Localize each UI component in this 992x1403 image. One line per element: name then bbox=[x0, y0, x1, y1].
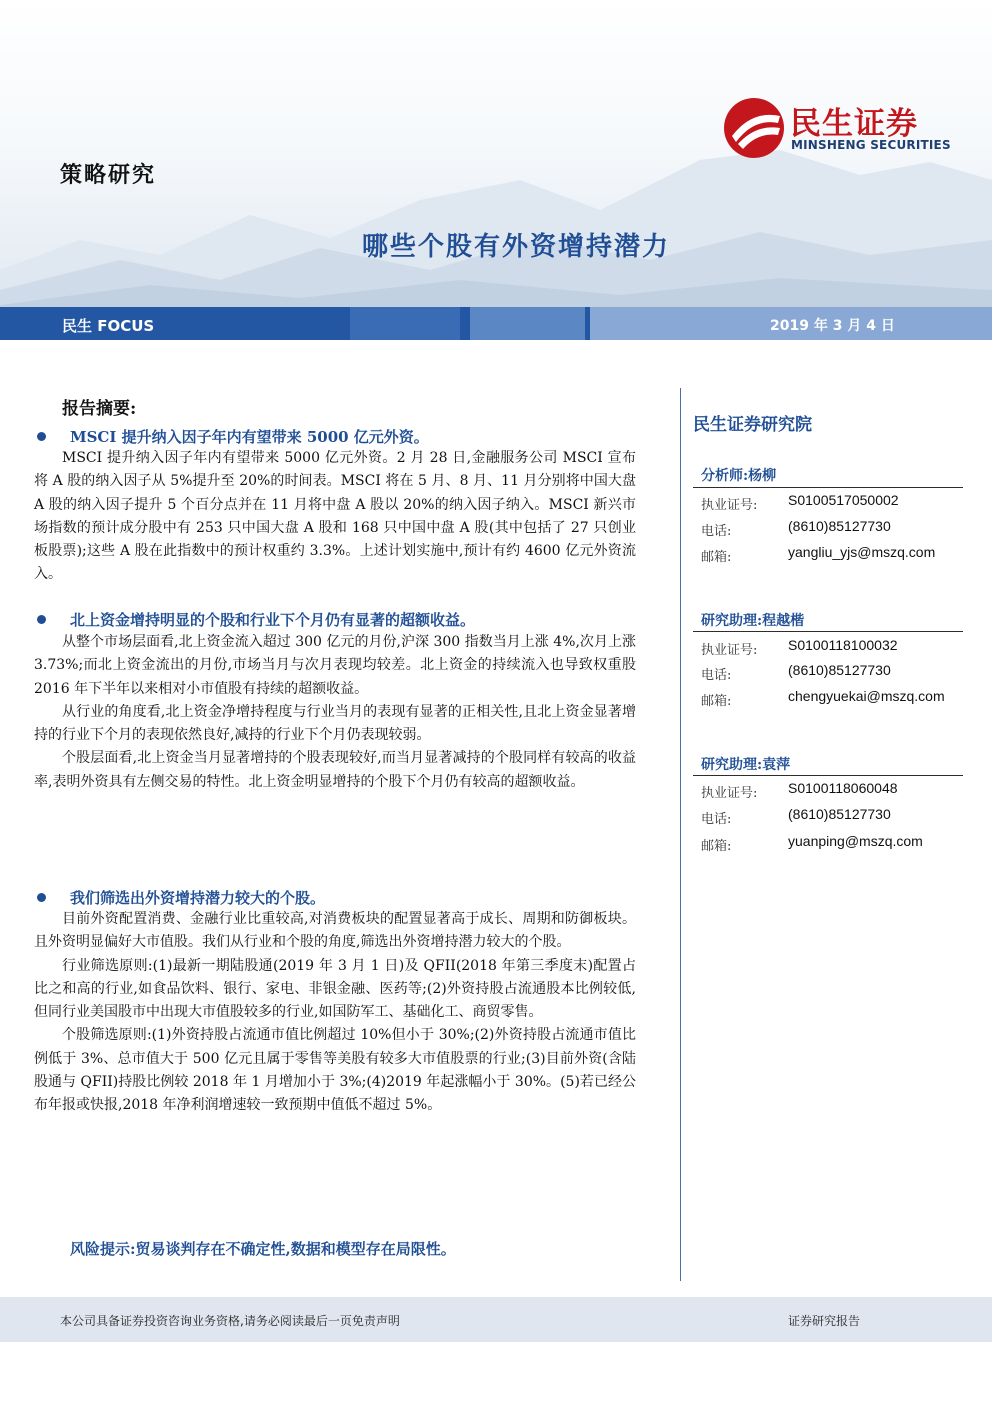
paragraph: MSCI 提升纳入因子年内有望带来 5000 亿元外资。2 月 28 日,金融服务公司 MSCI 宣布将 A 股的纳入因子从 5%提升至 20%的时间表。MSCI 将在 5 月、8 月、11 月分别将中国大盘 A 股的纳入因子提升 5 个百分点并在 11 月将中盘 A 股以 20%的纳入因子纳入。MSCI 新兴市场指数的预计成分股中有 253 只中国大盘 A 股和 168 只中国中盘 A 股(其中包括了 27 只创业板股票);这些 A 股在此指数中的预计权重约 3.3%。上述计划实施中,预计有约 4600 亿元外资流入。 bbox=[34, 450, 636, 583]
risk-warning: 风险提示:贸易谈判存在不确定性,数据和模型存在局限性。 bbox=[70, 1240, 456, 1258]
brand-name-cn: 民生证券 bbox=[790, 106, 918, 142]
divider bbox=[693, 631, 963, 632]
bullet-icon bbox=[37, 615, 46, 624]
section-body bbox=[34, 908, 636, 1118]
brand-name-en: MINSHENG SECURITIES bbox=[791, 138, 951, 152]
section-heading: MSCI 提升纳入因子年内有望带来 5000 亿元外资。 bbox=[70, 428, 429, 446]
bullet-icon bbox=[37, 432, 46, 441]
divider bbox=[693, 775, 963, 776]
report-category: 策略研究 bbox=[60, 162, 157, 188]
bullet-icon bbox=[37, 893, 46, 902]
phone-label: 电话: bbox=[701, 668, 732, 683]
section-body bbox=[34, 447, 636, 587]
footer-doc-type: 证券研究报告 bbox=[788, 1314, 861, 1328]
paragraph: 从行业的角度看,北上资金净增持程度与行业当月的表现有显著的正相关性,且北上资金显著增持的行业下个月的表现依然良好,减持的行业下个月仍表现较弱。 bbox=[34, 703, 636, 744]
paragraph: 个股筛选原则:(1)外资持股占流通市值比例超过 10%但小于 30%;(2)外资持股占流通市值比例低于 3%、总市值大于 500 亿元且属于零售等美股有较多大市值股票的行业;(3)目前外资(含陆股通与 QFII)持股比例较 2018 年 1 月增加小于 3%;(4)2019 年起涨幅小于 30%。(5)若已经公布年报或快报,2018 年净利润增速较一致预期中值低不超过 5%。 bbox=[34, 1027, 636, 1114]
phone-number: (8610)85127730 bbox=[788, 806, 891, 822]
cert-label: 执业证号: bbox=[701, 498, 758, 513]
phone-number: (8610)85127730 bbox=[788, 518, 891, 534]
email-label: 邮箱: bbox=[701, 550, 732, 565]
section-body bbox=[34, 631, 636, 794]
section-heading: 北上资金增持明显的个股和行业下个月仍有显著的超额收益。 bbox=[70, 611, 476, 629]
report-date: 2019 年 3 月 4 日 bbox=[770, 318, 895, 334]
analyst-name: 研究助理:袁萍 bbox=[701, 757, 791, 773]
report-title: 哪些个股有外资增持潜力 bbox=[361, 232, 670, 262]
phone-label: 电话: bbox=[701, 812, 732, 827]
email-link[interactable]: chengyuekai@mszq.com bbox=[788, 688, 945, 704]
minsheng-logo-icon bbox=[722, 96, 786, 160]
cert-label: 执业证号: bbox=[701, 643, 758, 658]
analyst-name: 研究助理:程越楷 bbox=[701, 613, 805, 629]
footer-disclaimer: 本公司具备证券投资咨询业务资格,请务必阅读最后一页免责声明 bbox=[60, 1314, 400, 1328]
cert-number: S0100517050002 bbox=[788, 492, 899, 508]
email-link[interactable]: yuanping@mszq.com bbox=[788, 833, 923, 849]
phone-label: 电话: bbox=[701, 524, 732, 539]
banner-segment bbox=[470, 307, 585, 340]
sidebar-title: 民生证券研究院 bbox=[693, 415, 812, 435]
paragraph: 从整个市场层面看,北上资金流入超过 300 亿元的月份,沪深 300 指数当月上涨 4%,次月上涨 3.73%;而北上资金流出的月份,市场当月与次月表现均较差。北上资金的持续流入也导致权重股 2016 年下半年以来相对小市值股有持续的超额收益。 bbox=[34, 634, 636, 697]
phone-number: (8610)85127730 bbox=[788, 662, 891, 678]
email-link[interactable]: yangliu_yjs@mszq.com bbox=[788, 544, 936, 560]
abstract-label: 报告摘要: bbox=[62, 399, 137, 419]
section-heading: 我们筛选出外资增持潜力较大的个股。 bbox=[70, 889, 326, 907]
banner-series-label: 民生 FOCUS bbox=[62, 317, 155, 335]
divider bbox=[693, 487, 963, 488]
email-label: 邮箱: bbox=[701, 839, 732, 854]
analyst-name: 分析师:杨柳 bbox=[701, 468, 777, 484]
paragraph: 个股层面看,北上资金当月显著增持的个股表现较好,而当月显著减持的个股同样有较高的收益率,表明外资具有左侧交易的特性。北上资金明显增持的个股下个月仍有较高的超额收益。 bbox=[34, 750, 636, 790]
cert-number: S0100118100032 bbox=[788, 637, 898, 653]
email-label: 邮箱: bbox=[701, 694, 732, 709]
banner-segment bbox=[350, 307, 460, 340]
cert-number: S0100118060048 bbox=[788, 780, 898, 796]
cert-label: 执业证号: bbox=[701, 786, 758, 801]
paragraph: 行业筛选原则:(1)最新一期陆股通(2019 年 3 月 1 日)及 QFII(2018 年第三季度末)配置占比之和高的行业,如食品饮料、银行、家电、非银金融、医药等;(2)外资持股占流通股本比例较低,但同行业美国股市中出现大市值股较多的行业,如国防军工、基础化工、商贸零售。 bbox=[34, 957, 636, 1021]
column-divider bbox=[680, 388, 681, 1281]
paragraph: 目前外资配置消费、金融行业比重较高,对消费板块的配置显著高于成长、周期和防御板块。且外资明显偏好大市值股。我们从行业和个股的角度,筛选出外资增持潜力较大的个股。 bbox=[34, 911, 636, 951]
